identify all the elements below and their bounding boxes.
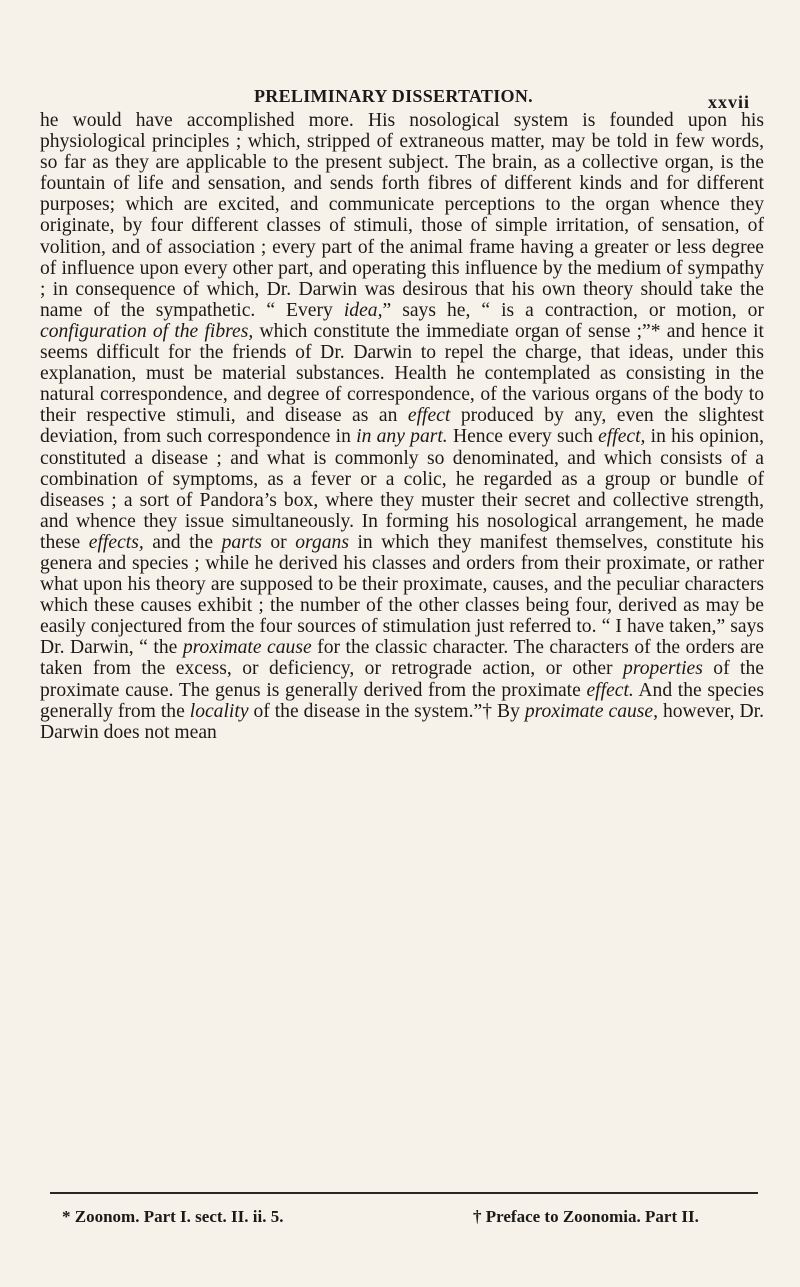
emphasis-configuration: configuration of the fibres,	[40, 320, 254, 342]
running-head: PRELIMINARY DISSERTATION.	[254, 86, 533, 106]
text-run: which constitute the immediate organ of sense ;”* and hence it seems difficult for the friends of Dr. Darwin to repel the charge, that ideas, under this explanation, must be material substances. Health he contemplated as consisting in the natural correspondence, and degree of correspondence, of the various organs of the body to their respective stimuli, and disease as an	[40, 320, 764, 427]
emphasis-effect: effect.	[586, 679, 634, 701]
text-run: of the proximate cause. The genus is generally derived from the proximate	[40, 658, 764, 701]
text-run: for the classic character. The characters of the orders are taken from the excess, or deficiency, or retrograde action, or other	[40, 637, 764, 680]
text-run: he would have accomplished more. His nosological system is founded upon his physiological principles ; which, stripped of extraneous matter, may be told in few words, so far as they are applicable to the present subject. The brain, as a collective organ, is the fountain of life and sensation, and sends forth fibres of different kinds and for different purposes; which are excited, and communicate perceptions to the organ whence they originate, by four different classes of stimuli, those of simple irritation, of sensation, of volition, and of association ; every part of the animal frame having a greater or less degree of influence upon every other part, and operating this influence by the medium of sympathy ; in consequence of which, Dr. Darwin was desirous that his own theory should take the name of the sympathetic. “ Every	[40, 110, 764, 321]
emphasis-effects: effects,	[88, 531, 144, 553]
page-number: xxvii	[708, 92, 751, 112]
text-run: in his opinion, constituted a disease ; and what is commonly so denominated, and which consists of a combination of symptoms, as a fever or a colic, he regarded as a group or bundle of diseases ; a sort of Pandora’s box, where they muster their secret and collective strength, and whence they issue simultaneously. In forming his nosological arrangement, he made these	[40, 426, 765, 553]
footnote-zoonomia-part-1: * Zoonom. Part I. sect. II. ii. 5.	[62, 1207, 284, 1226]
text-run: And the species generally from the	[40, 679, 764, 722]
emphasis-effect: effect	[407, 405, 451, 427]
text-run: in which they manifest themselves, constitute his genera and species ; while he derived his classes and orders from their proximate, or rather what upon his theory are supposed to be their proximate, causes, and the peculiar characters which these causes exhibit ; the number of the other classes being four, derived as may be easily conjectured from the four sources of stimulation just referred to. “ I have taken,” says Dr. Darwin, “ the	[40, 531, 764, 659]
footnote-divider	[50, 1192, 758, 1194]
text-run: or	[261, 531, 296, 553]
emphasis-in-any-part: in any part.	[356, 426, 448, 448]
text-run: however, Dr. Darwin does not mean	[40, 700, 764, 743]
emphasis-organs: organs	[295, 531, 349, 553]
text-run: ” says he, “ is a contraction, or motion, or	[382, 299, 764, 321]
text-run: produced by any, even the slightest deviation, from such correspondence in	[40, 405, 764, 448]
text-run: and the	[143, 531, 222, 553]
emphasis-proximate-cause: proximate cause	[182, 637, 312, 659]
emphasis-proximate-cause: proximate cause,	[524, 700, 659, 722]
emphasis-effect: effect,	[598, 426, 646, 448]
emphasis-locality: locality	[189, 700, 249, 722]
paragraph	[40, 110, 764, 743]
emphasis-idea: idea,	[343, 299, 383, 321]
body-text	[40, 110, 764, 743]
emphasis-parts: parts	[221, 531, 262, 553]
emphasis-properties: properties	[623, 658, 703, 680]
footnote-zoonomia-preface: † Preface to Zoonomia. Part II.	[473, 1207, 699, 1226]
text-run: of the disease in the system.”† By	[248, 700, 525, 722]
text-run: Hence every such	[447, 426, 599, 448]
